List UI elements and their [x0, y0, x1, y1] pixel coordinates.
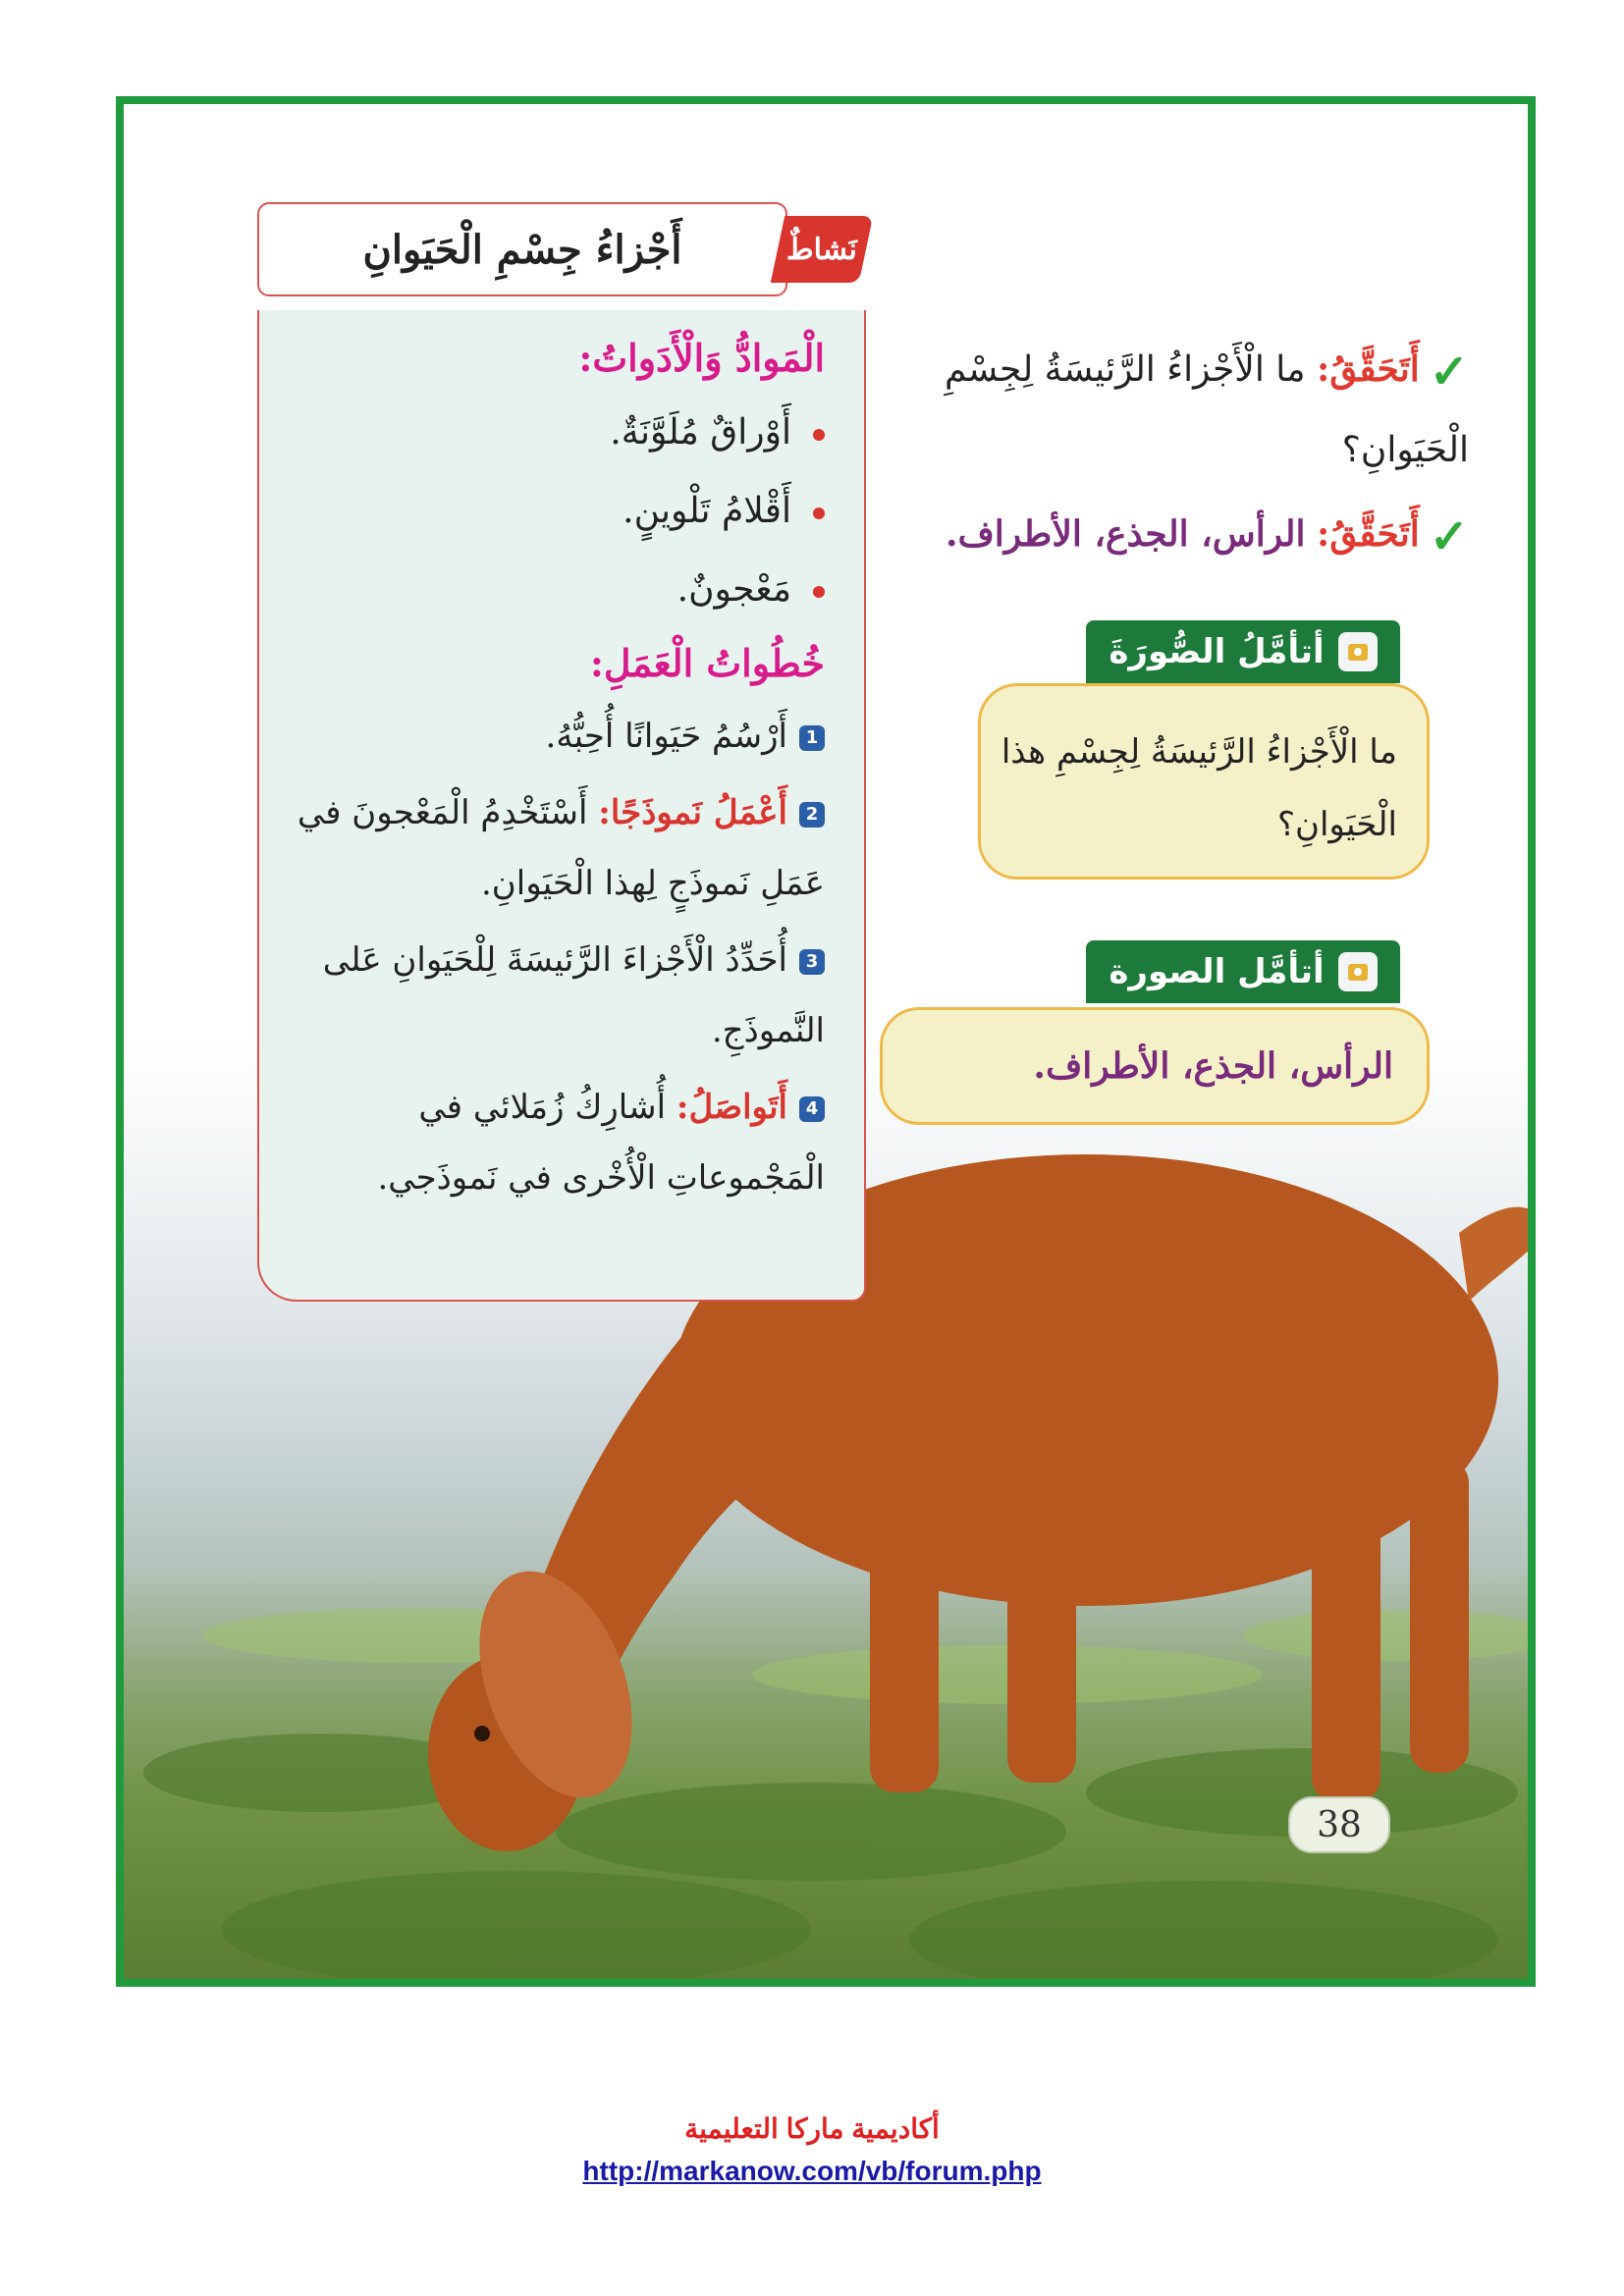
- reflect-tab-label: أتأمَّل الصورة: [1109, 952, 1325, 991]
- bullet-dot-icon: [813, 586, 825, 598]
- step-number-icon: 1: [799, 725, 825, 751]
- step-keyword: أَتَواصَلُ:: [676, 1088, 787, 1127]
- activity-badge-label: نَشاطٌ: [786, 232, 857, 267]
- step-text: أُحَدِّدُ الْأَجْزاءَ الرَّئيسَةَ لِلْحَيَوانِ عَلى النَّموذَجِ.: [322, 940, 825, 1050]
- bullet-dot-icon: [813, 507, 825, 519]
- step-keyword: أَعْمَلُ نَموذَجًا:: [598, 793, 787, 832]
- check-answer-text: الرأس، الجذع، الأطراف.: [945, 513, 1306, 555]
- page-number: 38: [1288, 1796, 1390, 1853]
- eye-note-icon: [1338, 632, 1378, 671]
- list-item: [285, 472, 825, 551]
- bullet-dot-icon: [813, 429, 825, 441]
- activity-badge: [771, 216, 873, 283]
- step-text: أَرْسُمُ حَيَوانًا أُحِبُّهُ.: [545, 717, 787, 756]
- check-icon: ✓: [1429, 345, 1469, 400]
- check-text: ما الْأَجْزاءُ الرَّئيسَةُ لِجِسْمِ الْحَيَوانِ؟: [944, 349, 1469, 470]
- reflect-answer-box: الرأس، الجذع، الأطراف.: [880, 1007, 1430, 1125]
- activity-header: [257, 202, 866, 300]
- material-text: مَعْجونٌ.: [677, 569, 791, 610]
- activity-title: أَجْزاءُ جِسْمِ الْحَيَوانِ: [257, 202, 787, 296]
- materials-list: [285, 394, 825, 629]
- step-item: [285, 1072, 825, 1213]
- list-item: [285, 551, 825, 629]
- activity-box: [257, 310, 866, 1302]
- textbook-page: [116, 96, 1536, 1987]
- eye-note-icon: [1338, 952, 1378, 991]
- step-number-icon: 2: [799, 802, 825, 828]
- materials-heading: الْمَوادُّ وَالْأَدَواتُ:: [578, 336, 825, 380]
- step-text: أَسْتَخْدِمُ الْمَعْجونَ في عَمَلِ نَموذَجٍ لِهذا الْحَيَوانِ.: [297, 793, 825, 903]
- check-label: أَتَحَقَّقُ:: [1316, 513, 1420, 555]
- steps-heading: خُطُواتُ الْعَمَلِ:: [589, 641, 825, 685]
- check-answer: [946, 495, 1469, 576]
- check-icon: ✓: [1429, 509, 1469, 564]
- reflect-question-box: ما الْأَجْزاءُ الرَّئيسَةُ لِجِسْمِ هذا الْحَيَوانِ؟: [978, 683, 1430, 880]
- material-text: أَقْلامُ تَلْوينٍ.: [623, 491, 791, 531]
- reflect-tab: [1086, 620, 1400, 683]
- step-item: [285, 701, 825, 772]
- step-number-icon: 3: [799, 949, 825, 975]
- reflect-tab: [1086, 940, 1400, 1003]
- reflect-tab-label: أتأمَّلُ الصُّورَةَ: [1109, 632, 1325, 671]
- footer-title: أكاديمية ماركا التعليمية: [684, 2113, 940, 2144]
- footer-link[interactable]: http://markanow.com/vb/forum.php: [582, 2156, 1042, 2186]
- step-item: [285, 777, 825, 919]
- check-label: أَتَحَقَّقُ:: [1316, 348, 1420, 390]
- check-question: [860, 330, 1469, 490]
- step-item: [285, 925, 825, 1066]
- material-text: أَوْراقٌ مُلَوَّنَةٌ.: [610, 412, 791, 453]
- step-text: أُشارِكُ زُمَلائي في الْمَجْموعاتِ الْأُخْرى في نَموذَجي.: [377, 1088, 825, 1198]
- step-number-icon: 4: [799, 1096, 825, 1122]
- list-item: [285, 394, 825, 472]
